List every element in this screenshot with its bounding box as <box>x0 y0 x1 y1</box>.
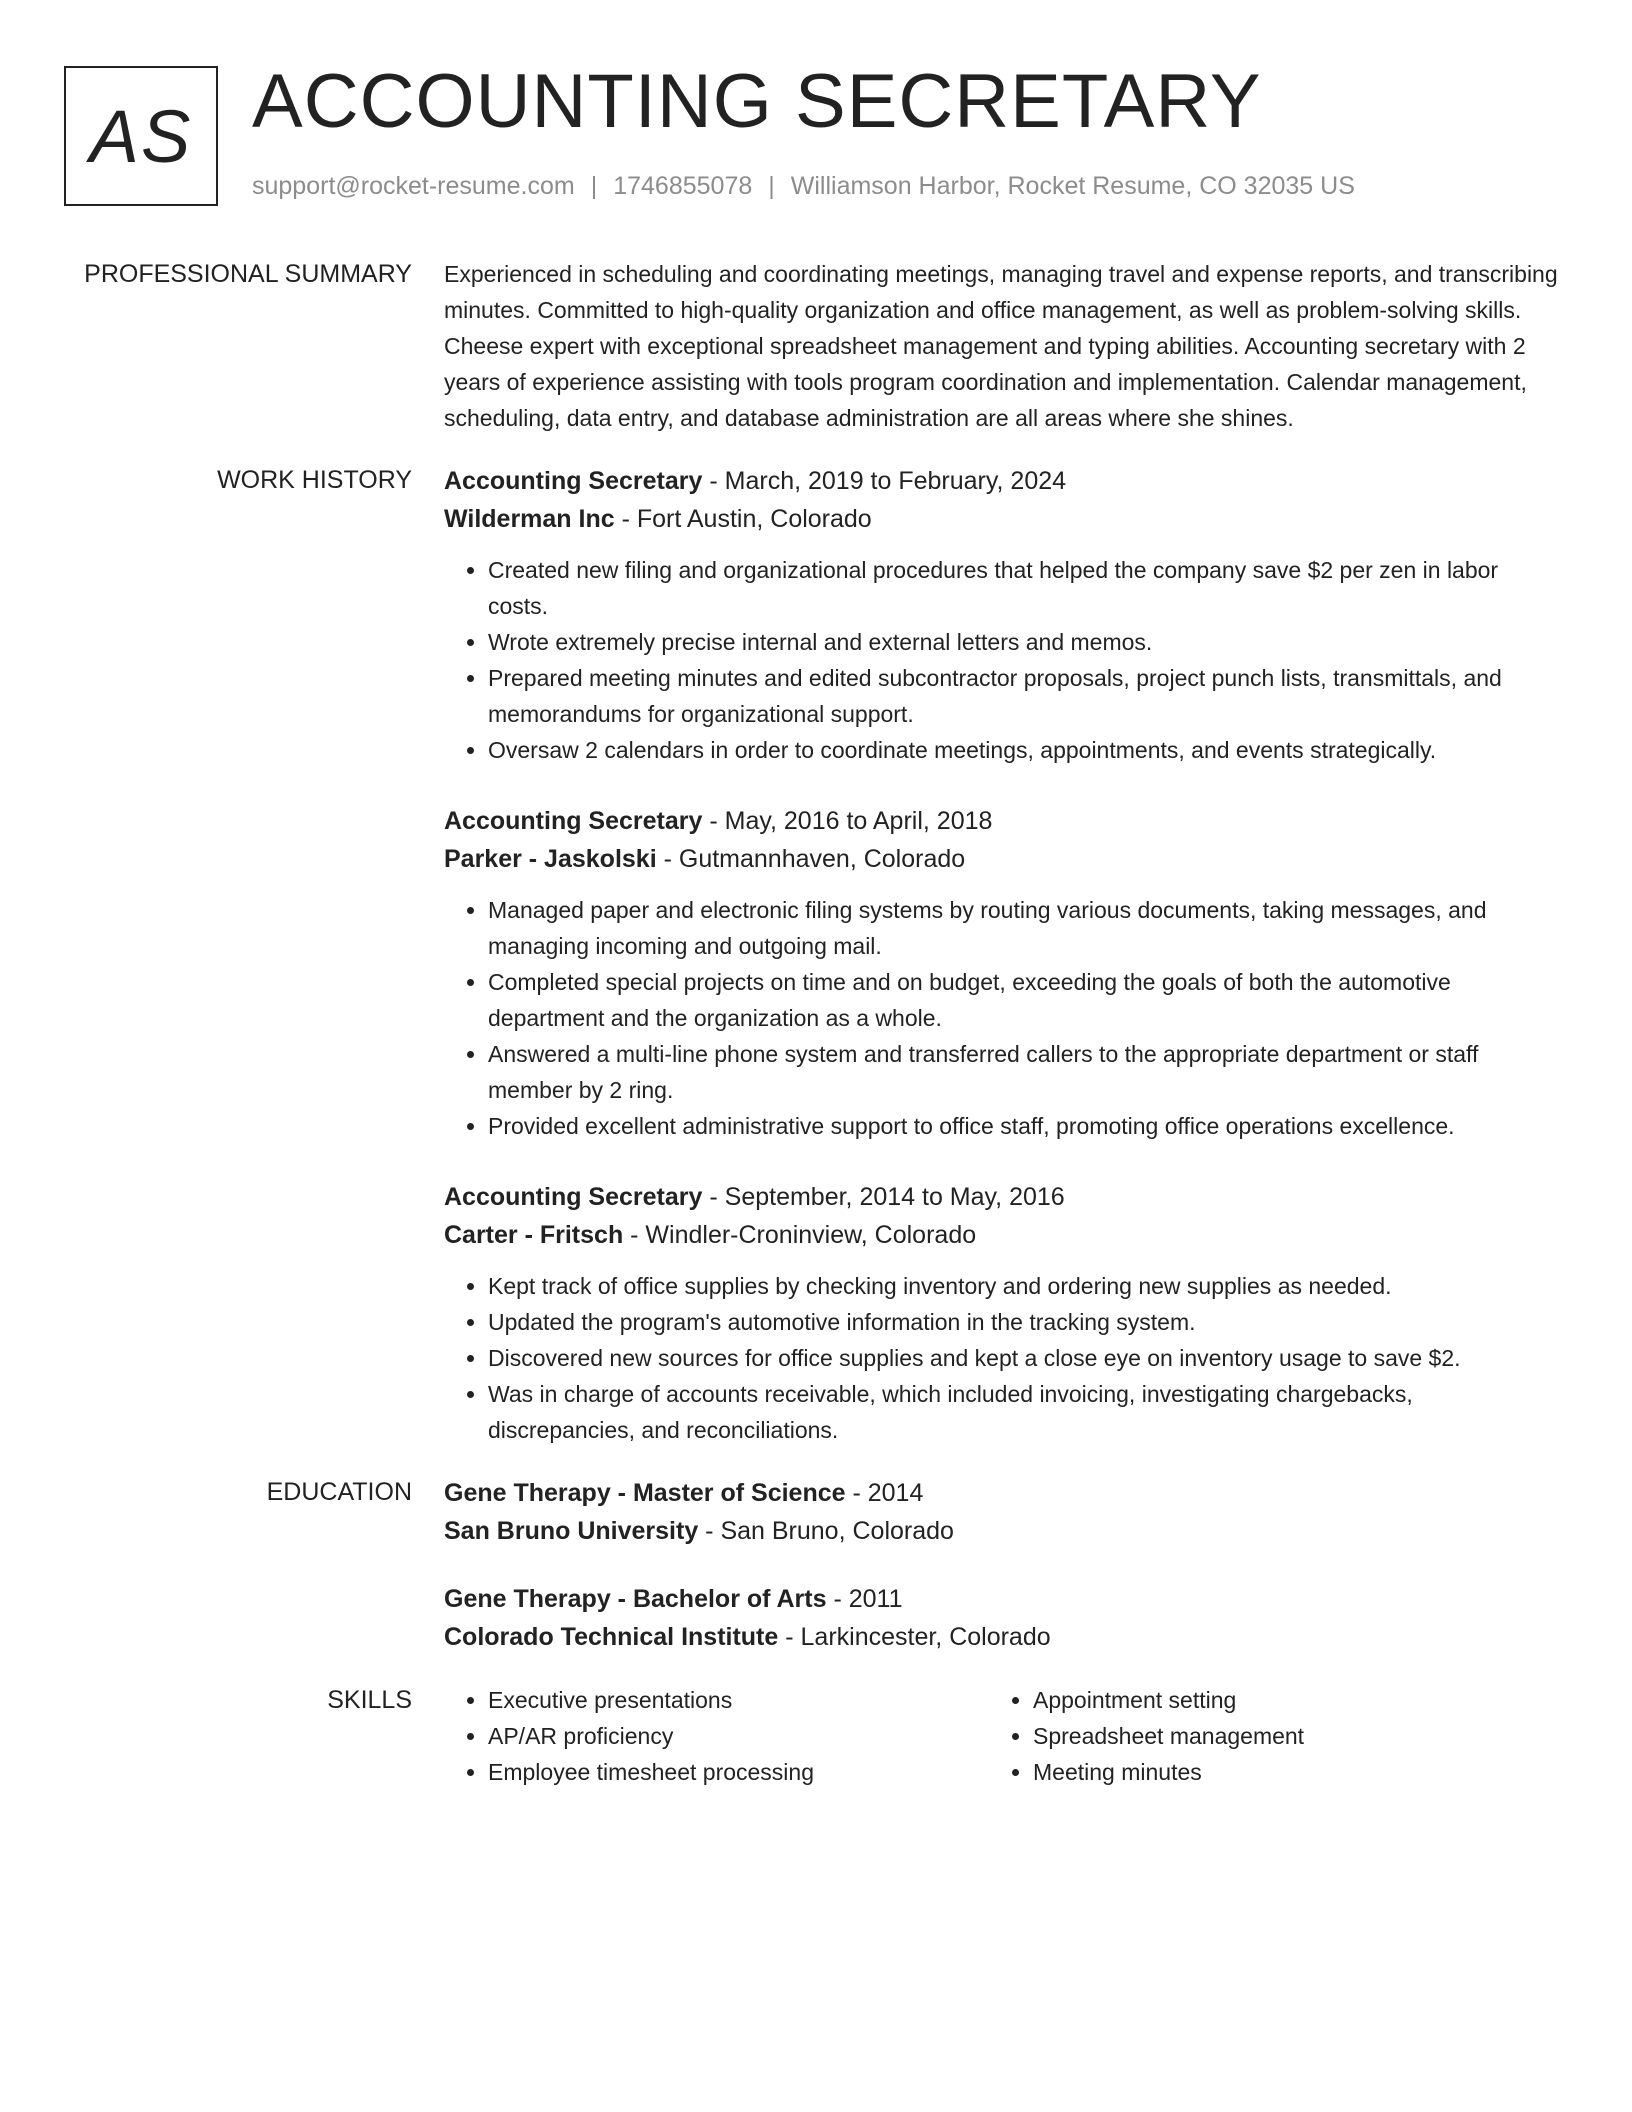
job-company: Wilderman Inc <box>444 505 615 533</box>
education-school-line <box>444 1512 1564 1550</box>
job-title-line <box>444 802 1564 840</box>
contact-line <box>252 172 1355 201</box>
skill-item: • AP/AR proficiency <box>488 1718 989 1754</box>
section-label-summary: PROFESSIONAL SUMMARY <box>84 260 412 288</box>
contact-separator: | <box>768 172 775 200</box>
list-item: • Completed special projects on time and on budget, exceeding the goals of both the automotive department and the organization as a whole. <box>488 964 1564 1036</box>
skill-item: • Appointment setting <box>1033 1682 1534 1718</box>
job-entry <box>444 802 1564 1144</box>
job-company: Carter - Fritsch <box>444 1221 624 1249</box>
list-item: • Managed paper and electronic filing systems by routing various documents, taking messages, and managing incoming and outgoing mail. <box>488 892 1564 964</box>
education-section <box>0 1474 1632 1682</box>
contact-separator: | <box>590 172 598 200</box>
contact-phone: 1746855078 <box>613 172 753 200</box>
skills-section <box>0 1682 1632 1790</box>
section-label-education: EDUCATION <box>266 1478 412 1506</box>
education-school-line <box>444 1618 1564 1656</box>
job-entry <box>444 1178 1564 1448</box>
job-bullets <box>444 892 1564 1144</box>
education-entry <box>444 1580 1564 1656</box>
education-degree-line <box>444 1580 1564 1618</box>
job-entry <box>444 462 1564 768</box>
list-item: • Kept track of office supplies by checking inventory and ordering new supplies as needed. <box>488 1268 1564 1304</box>
skills-list-left <box>444 1682 989 1790</box>
job-title-line <box>444 1178 1564 1216</box>
job-company-line <box>444 1216 1564 1254</box>
job-company-line <box>444 840 1564 878</box>
skill-item: • Executive presentations <box>488 1682 989 1718</box>
job-dates: - September, 2014 to May, 2016 <box>702 1183 1065 1211</box>
summary-body <box>444 256 1564 436</box>
job-title: Accounting Secretary <box>444 467 703 495</box>
job-location: - Gutmannhaven, Colorado <box>656 845 966 873</box>
job-title: Accounting Secretary <box>444 1183 703 1211</box>
skills-grid <box>444 1682 1564 1790</box>
job-company: Parker - Jaskolski <box>444 845 657 873</box>
skills-list-right <box>989 1682 1534 1790</box>
education-location: - San Bruno, Colorado <box>698 1517 954 1545</box>
contact-email: support@rocket-resume.com <box>252 172 575 200</box>
job-company-line <box>444 500 1564 538</box>
section-label-work-history: WORK HISTORY <box>217 466 412 494</box>
summary-section <box>0 256 1632 436</box>
list-item: • Oversaw 2 calendars in order to coordinate meetings, appointments, and events strategically. <box>488 732 1564 768</box>
list-item: • Updated the program's automotive information in the tracking system. <box>488 1304 1564 1340</box>
education-degree: Gene Therapy - Master of Science <box>444 1479 846 1507</box>
skill-item: • Spreadsheet management <box>1033 1718 1534 1754</box>
job-bullets <box>444 1268 1564 1448</box>
list-item: • Wrote extremely precise internal and external letters and memos. <box>488 624 1564 660</box>
job-bullets <box>444 552 1564 768</box>
page-title: ACCOUNTING SECRETARY <box>252 59 1262 144</box>
education-year: - 2011 <box>826 1585 903 1613</box>
list-item: • Discovered new sources for office supplies and kept a close eye on inventory usage to save $2. <box>488 1340 1564 1376</box>
monogram-badge: AS <box>64 66 218 206</box>
education-degree: Gene Therapy - Bachelor of Arts <box>444 1585 827 1613</box>
list-item: • Was in charge of accounts receivable, which included invoicing, investigating chargebacks, discrepancies, and reconciliations. <box>488 1376 1564 1448</box>
list-item: • Created new filing and organizational procedures that helped the company save $2 per zen in labor costs. <box>488 552 1564 624</box>
list-item: • Answered a multi-line phone system and transferred callers to the appropriate department or staff member by 2 ring. <box>488 1036 1564 1108</box>
education-location: - Larkincester, Colorado <box>778 1623 1051 1651</box>
list-item: • Prepared meeting minutes and edited subcontractor proposals, project punch lists, transmittals, and memorandums for organizational support. <box>488 660 1564 732</box>
job-title-line <box>444 462 1564 500</box>
list-item: • Provided excellent administrative support to office staff, promoting office operations excellence. <box>488 1108 1564 1144</box>
education-school: Colorado Technical Institute <box>444 1623 779 1651</box>
skills-body <box>444 1682 1564 1790</box>
section-label-skills: SKILLS <box>327 1686 412 1714</box>
education-body <box>444 1474 1564 1682</box>
education-school: San Bruno University <box>444 1517 699 1545</box>
education-degree-line <box>444 1474 1564 1512</box>
job-location: - Fort Austin, Colorado <box>614 505 872 533</box>
resume-content <box>0 256 1632 1790</box>
job-location: - Windler-Croninview, Colorado <box>623 1221 977 1249</box>
education-year: - 2014 <box>845 1479 924 1507</box>
job-dates: - March, 2019 to February, 2024 <box>702 467 1067 495</box>
work-history-section <box>0 462 1632 1474</box>
job-title: Accounting Secretary <box>444 807 703 835</box>
summary-text: Experienced in scheduling and coordinating meetings, managing travel and expense reports, and transcribing minutes. Committed to high-quality organization and office management, as well as problem-solving skills. Cheese expert with exceptional spreadsheet management and typing abilities. Accounting secretary with 2 years of experience assisting with tools program coordination and implementation. Calendar management, scheduling, data entry, and database administration are all areas where she shines. <box>444 261 1558 431</box>
skill-item: • Meeting minutes <box>1033 1754 1534 1790</box>
skill-item: • Employee timesheet processing <box>488 1754 989 1790</box>
work-history-body <box>444 462 1564 1474</box>
education-entry <box>444 1474 1564 1550</box>
contact-address: Williamson Harbor, Rocket Resume, CO 32035 US <box>790 172 1355 200</box>
job-dates: - May, 2016 to April, 2018 <box>702 807 993 835</box>
